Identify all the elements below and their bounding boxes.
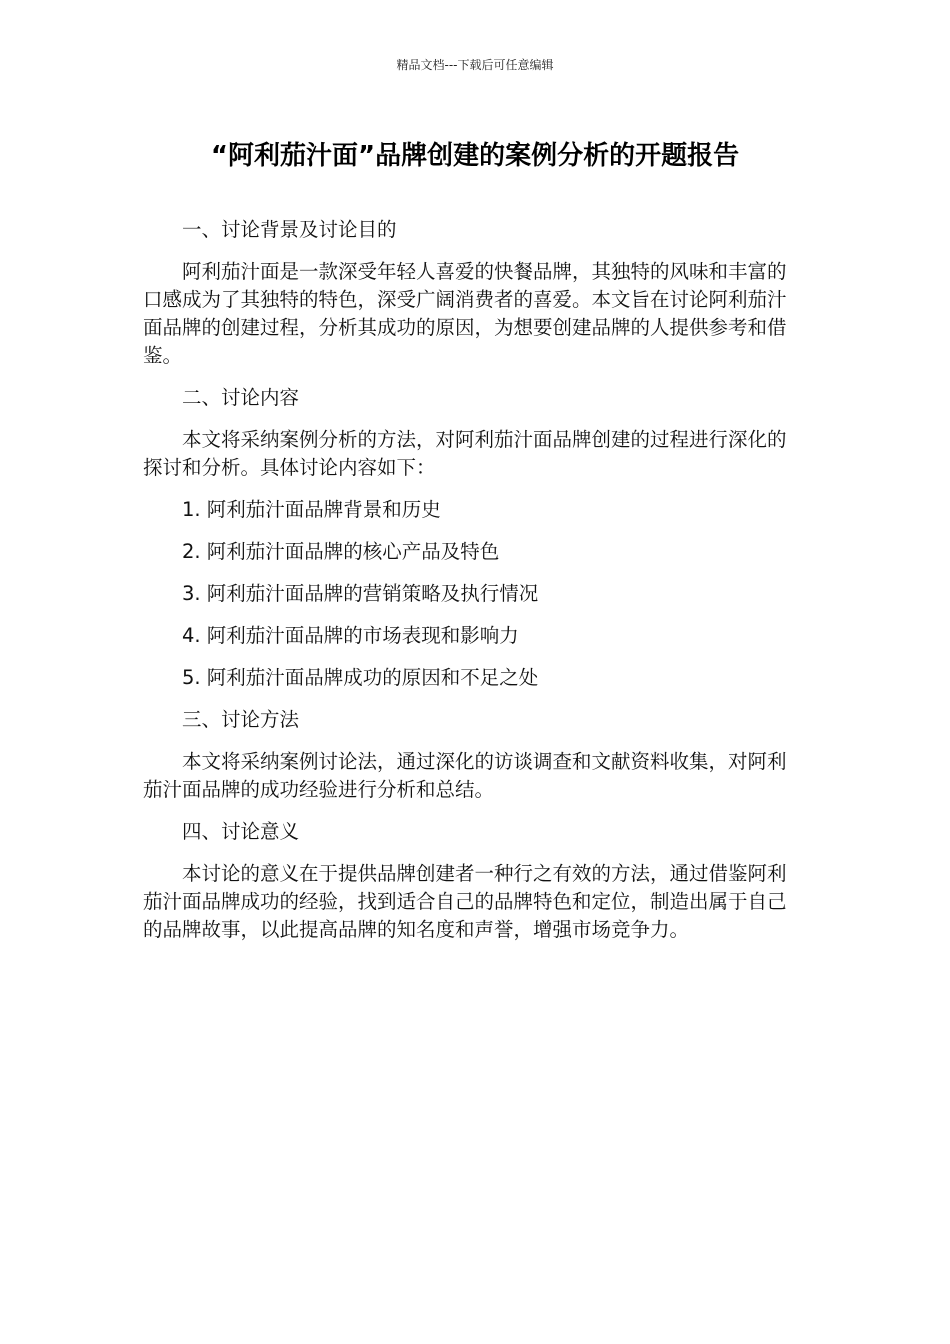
- document-title: “阿利茄汁面”品牌创建的案例分析的开题报告: [210, 141, 740, 171]
- paragraph-significance: 本讨论的意义在于提供品牌创建者一种行之有效的方法，通过借鉴阿利茄汁面品牌成功的经验，找到适合自己的品牌特色和定位，制造出属于自己的品牌故事，以此提高品牌的知名度和声誉，增强市场竞争力。: [143, 862, 787, 941]
- page-header: 精品文档---下载后可任意编辑: [396, 58, 554, 72]
- list-item: 1. 阿利茄汁面品牌背景和历史: [182, 498, 441, 521]
- list-item: 5. 阿利茄汁面品牌成功的原因和不足之处: [182, 666, 539, 689]
- paragraph-background: 阿利茄汁面是一款深受年轻人喜爱的快餐品牌，其独特的风味和丰富的口感成为了其独特的特色，深受广阔消费者的喜爱。本文旨在讨论阿利茄汁面品牌的创建过程，分析其成功的原因，为想要创建品牌的人提供参考和借鉴。: [143, 260, 787, 367]
- list-item: 4. 阿利茄汁面品牌的市场表现和影响力: [182, 624, 519, 647]
- document-body: [143, 216, 803, 958]
- section-heading-background: 一、讨论背景及讨论目的: [182, 218, 397, 241]
- list-item: 2. 阿利茄汁面品牌的核心产品及特色: [182, 540, 500, 563]
- paragraph-method: 本文将采纳案例讨论法，通过深化的访谈调查和文献资料收集，对阿利茄汁面品牌的成功经验进行分析和总结。: [143, 750, 787, 801]
- paragraph-content: 本文将采纳案例分析的方法，对阿利茄汁面品牌创建的过程进行深化的探讨和分析。具体讨论内容如下：: [143, 428, 787, 479]
- section-heading-significance: 四、讨论意义: [182, 820, 300, 843]
- list-item: 3. 阿利茄汁面品牌的营销策略及执行情况: [182, 582, 539, 605]
- section-heading-content: 二、讨论内容: [182, 386, 300, 409]
- section-heading-method: 三、讨论方法: [182, 708, 300, 731]
